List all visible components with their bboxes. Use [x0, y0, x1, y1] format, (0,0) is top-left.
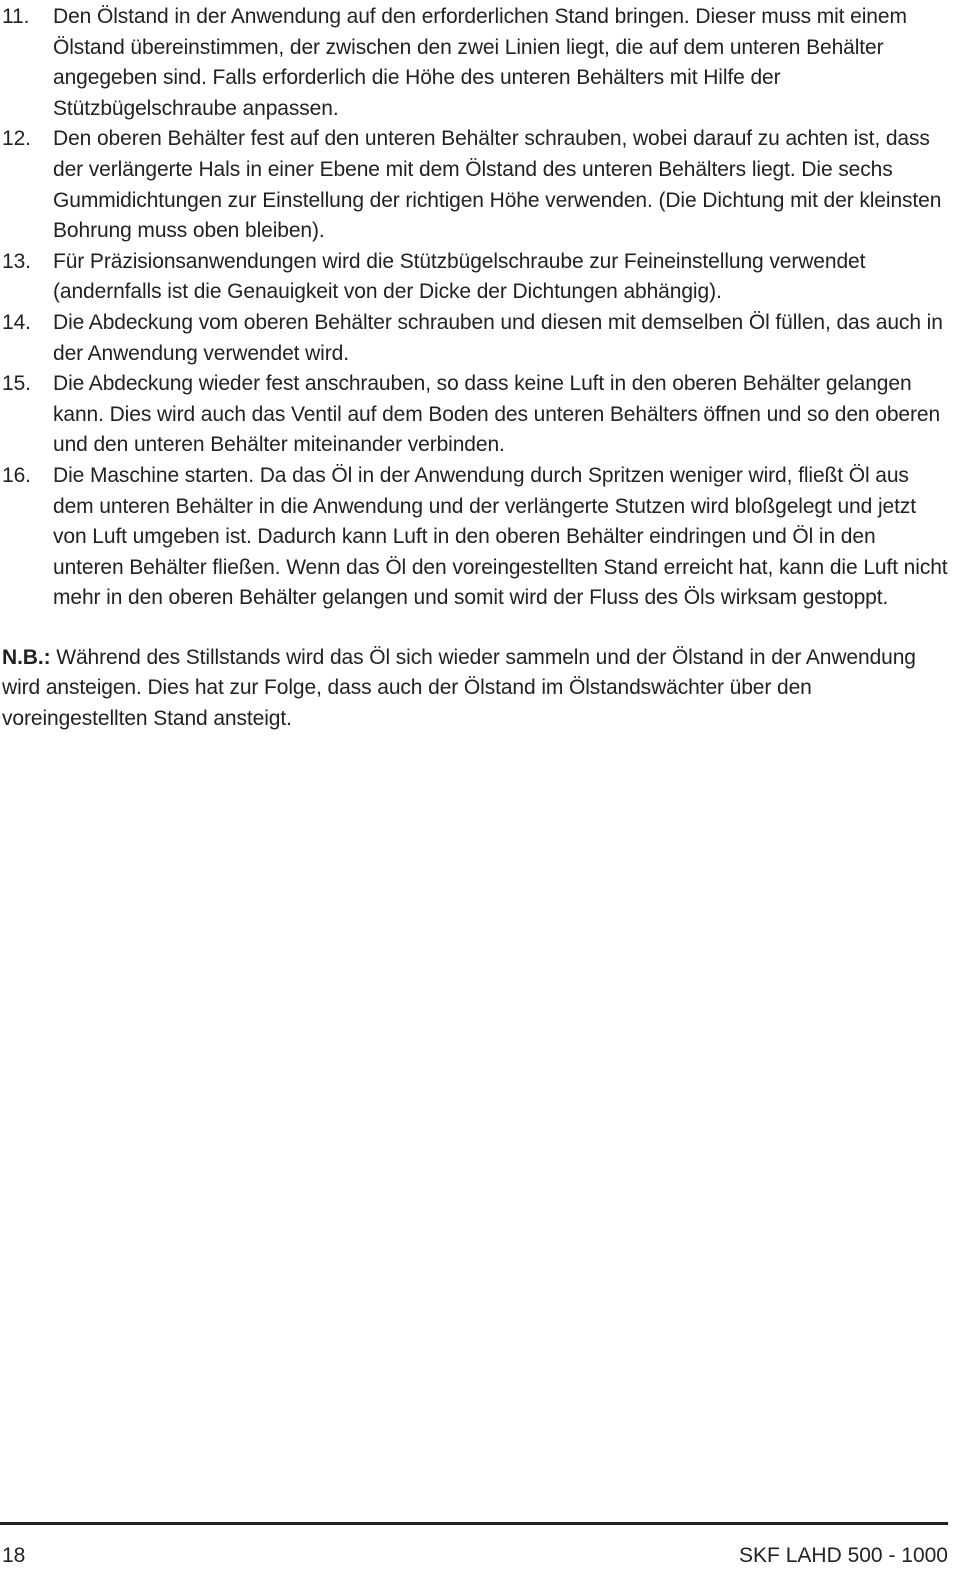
step-text: Die Abdeckung vom oberen Behälter schrauben und diesen mit demselben Öl füllen, das auch in der Anwendung verwendet wird.	[53, 310, 943, 365]
step-text: Den oberen Behälter fest auf den unteren Behälter schrauben, wobei darauf zu achten ist, dass der verlängerte Hals in einer Ebene mit dem Ölstand des unteren Behälters liegt. Die sechs Gummidichtungen zur Einstellung der richtigen Höhe verwenden. (Die Dichtung mit der kleinsten Bohrung muss oben bleiben).	[53, 127, 942, 243]
page-number: 18	[2, 1544, 26, 1567]
note-label: N.B.:	[2, 645, 51, 669]
document-body	[2, 2, 950, 756]
step-text: Für Präzisionsanwendungen wird die Stützbügelschraube zur Feineinstellung verwendet (andernfalls ist die Genauigkeit von der Dicke der Dichtungen abhängig).	[53, 249, 866, 304]
step-item-15	[2, 369, 950, 461]
step-number: 14.	[2, 310, 31, 334]
step-item-14	[2, 308, 950, 369]
step-number: 15.	[2, 372, 31, 396]
step-number: 11.	[2, 5, 30, 28]
step-number: 13.	[2, 249, 31, 273]
note-paragraph	[2, 643, 950, 735]
step-item-16	[2, 461, 950, 614]
step-number: 12.	[2, 127, 31, 151]
step-item-13	[2, 247, 950, 308]
step-item-11	[2, 2, 950, 124]
instruction-steps	[2, 2, 950, 614]
step-text: Den Ölstand in der Anwendung auf den erforderlichen Stand bringen. Dieser muss mit einem Ölstand übereinstimmen, der zwischen den zwei Linien liegt, die auf dem unteren Behälter angegeben sind. Falls erforderlich die Höhe des unteren Behälters mit Hilfe der Stützbügelschraube anpassen.	[53, 5, 907, 120]
document-title: SKF LAHD 500 - 1000	[739, 1544, 948, 1567]
note-text: Während des Stillstands wird das Öl sich wieder sammeln und der Ölstand in der Anwendung wird ansteigen. Dies hat zur Folge, dass auch der Ölstand im Ölstandswächter über den voreingestellten Stand ansteigt.	[2, 645, 916, 731]
step-text: Die Abdeckung wieder fest anschrauben, so dass keine Luft in den oberen Behälter gelangen kann. Dies wird auch das Ventil auf dem Boden des unteren Behälters öffnen und so den oberen und den unteren Behälter miteinander verbinden.	[53, 372, 941, 457]
step-item-12	[2, 124, 950, 246]
footer-divider	[0, 1522, 948, 1525]
step-number: 16.	[2, 463, 31, 487]
step-text: Die Maschine starten. Da das Öl in der Anwendung durch Spritzen weniger wird, fließt Öl aus dem unteren Behälter in die Anwendung und der verlängerte Stutzen wird bloßgelegt und jetzt von Luft umgeben ist. Dadurch kann Luft in den oberen Behälter eindringen und Öl in den unteren Behälter fließen. Wenn das Öl den voreingestellten Stand erreicht hat, kann die Luft nicht mehr in den oberen Behälter gelangen und somit wird der Fluss des Öls wirksam gestoppt.	[53, 463, 948, 610]
